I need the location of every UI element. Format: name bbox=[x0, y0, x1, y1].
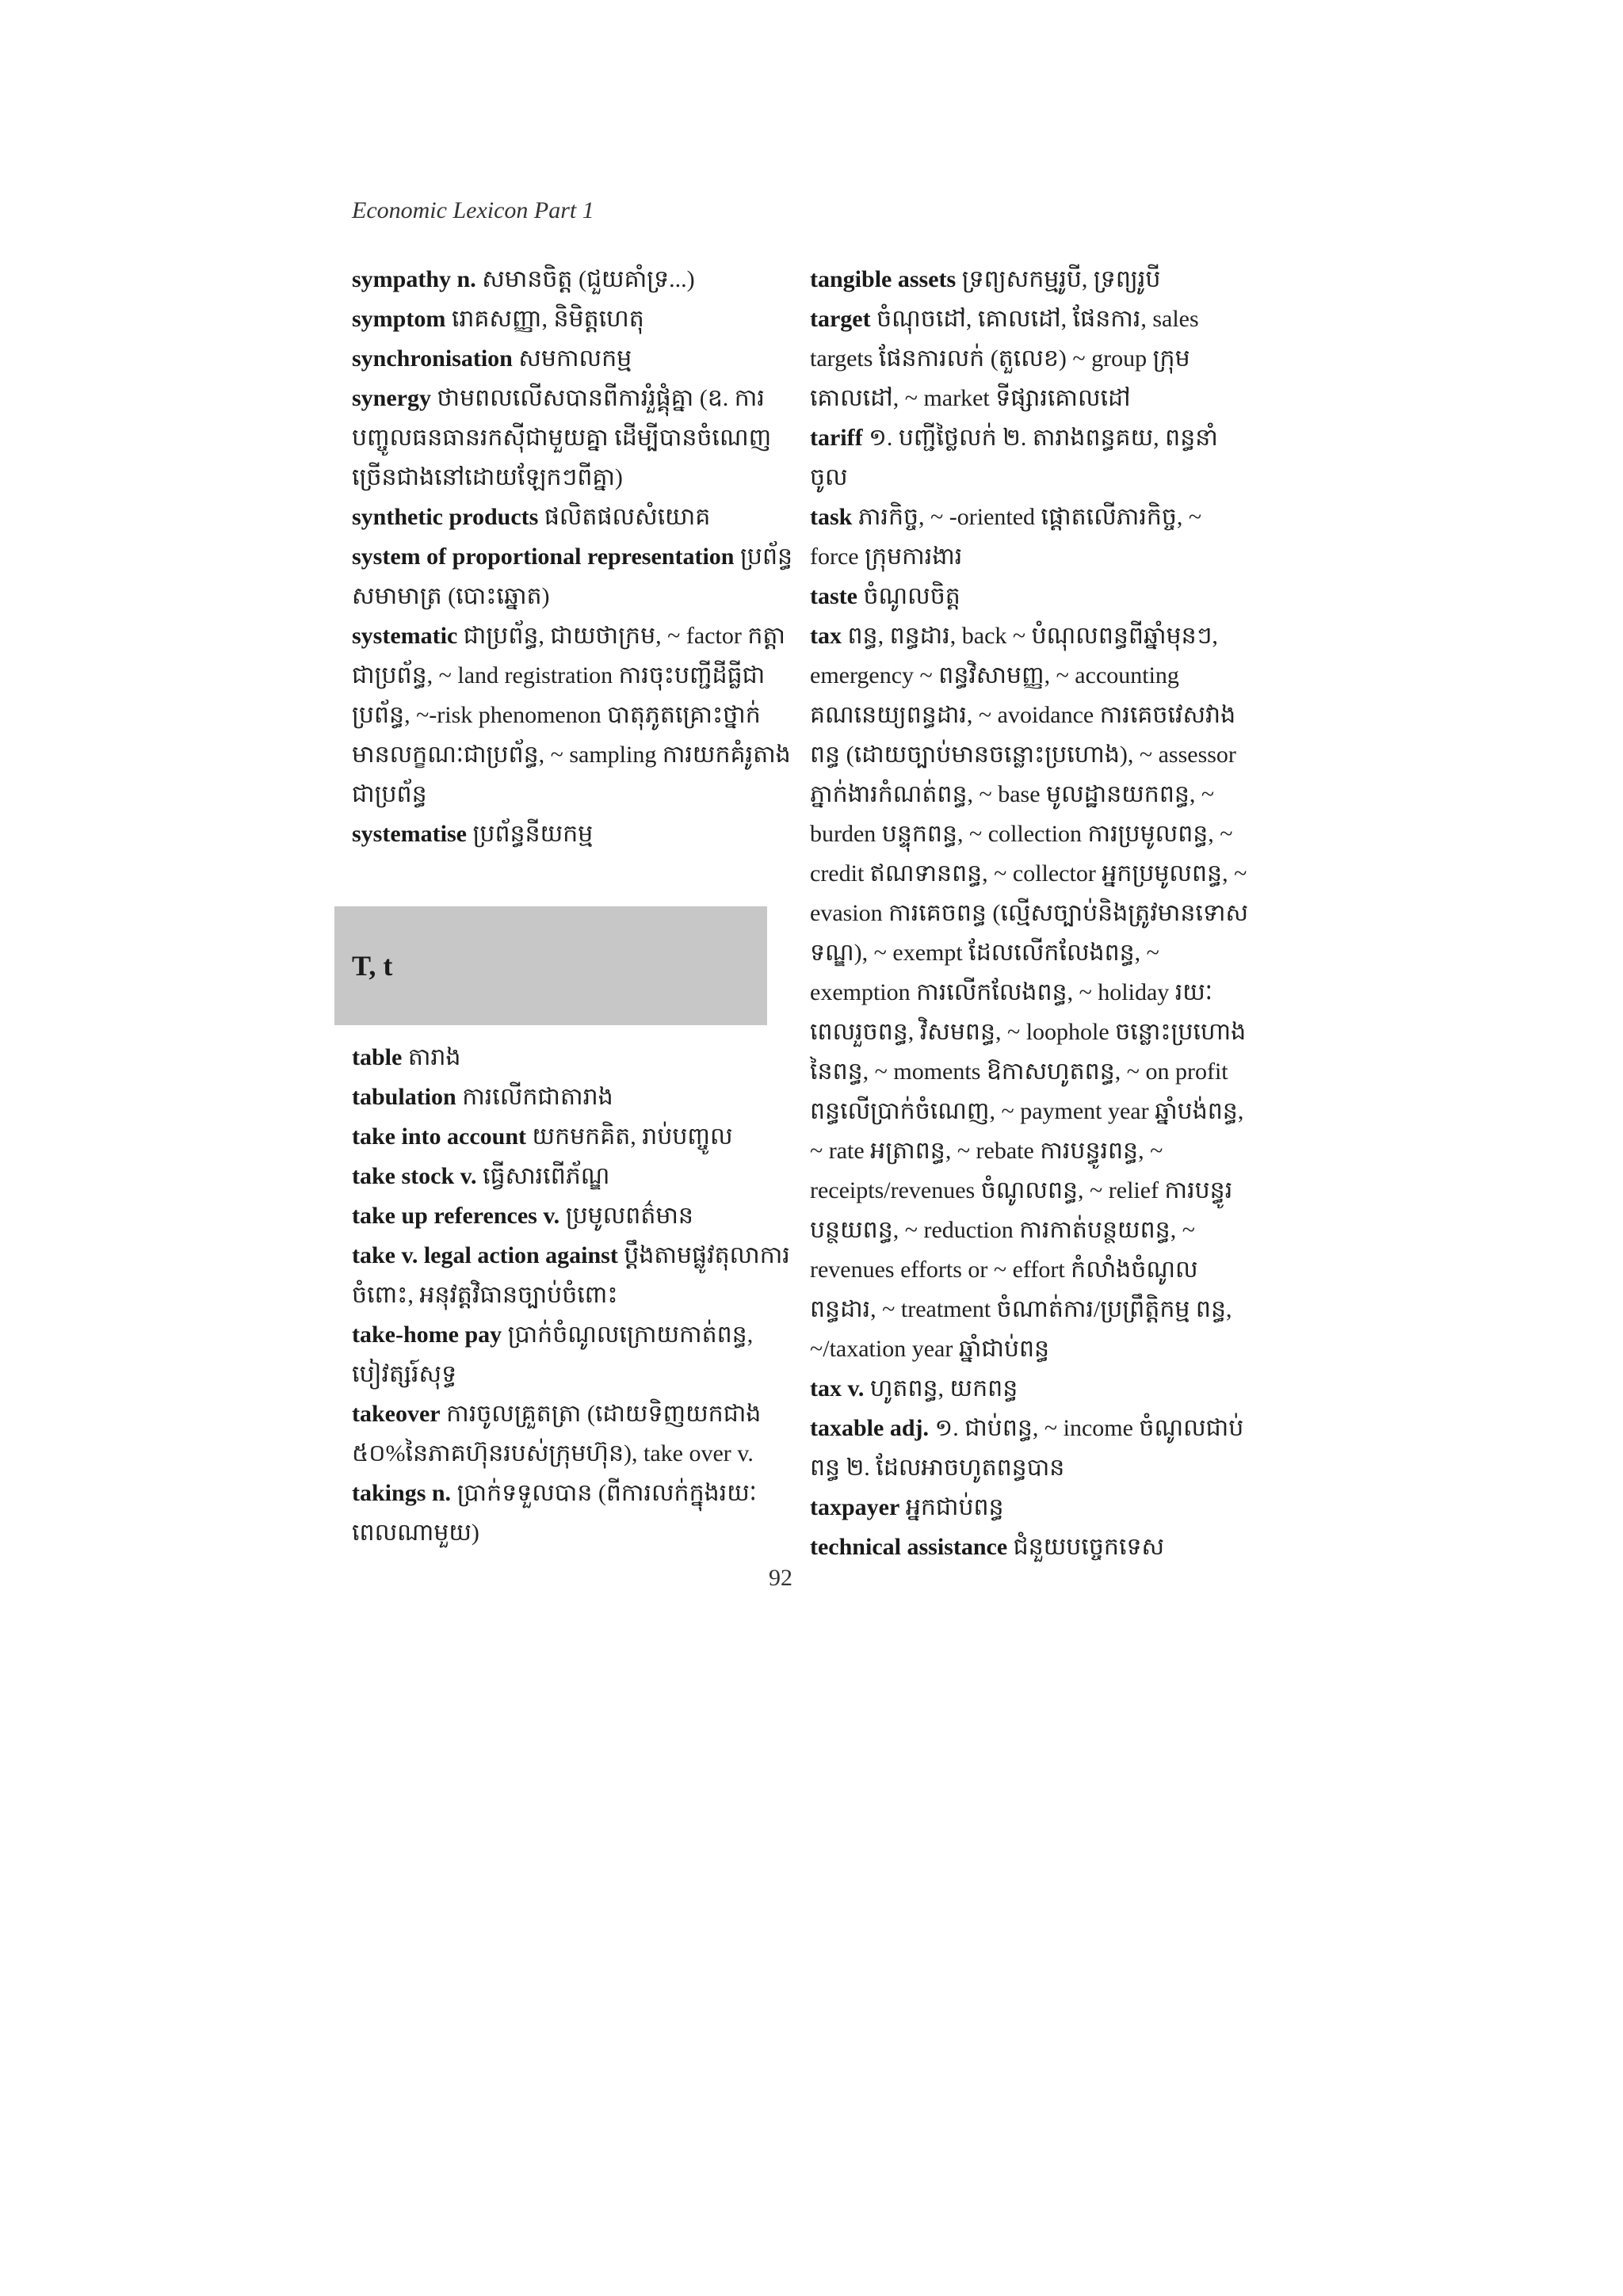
dictionary-entry bbox=[352, 498, 796, 537]
dictionary-entry bbox=[352, 339, 796, 379]
entry-definition: យកមកគិត, រាប់បញ្ចូល bbox=[526, 1123, 733, 1150]
entries-t-right bbox=[810, 260, 1254, 1567]
dictionary-entry bbox=[352, 1394, 796, 1474]
entry-term: takeover bbox=[352, 1401, 441, 1427]
dictionary-entry bbox=[352, 1236, 796, 1315]
dictionary-entry bbox=[810, 1369, 1254, 1409]
left-column bbox=[352, 260, 796, 1553]
entry-term: taste bbox=[810, 583, 857, 609]
dictionary-entry bbox=[352, 537, 796, 616]
dictionary-entry bbox=[352, 814, 796, 854]
entry-term: synergy bbox=[352, 385, 431, 411]
entry-definition: ប្តឹងតាមផ្លូវតុលាការចំពោះ, អនុវត្តវិធានច្បាប់ចំពោះ bbox=[352, 1242, 790, 1308]
entry-term: sympathy n. bbox=[352, 266, 476, 292]
dictionary-entry bbox=[352, 260, 796, 299]
entry-term: task bbox=[810, 504, 853, 530]
entry-term: synchronisation bbox=[352, 345, 513, 372]
entry-definition: ជាប្រព័ន្ធ, ជាយថាក្រម, ~ factor កត្តាជាប្រព័ន្ធ, ~ land registration ការចុះបញ្ជីដីធ្លីជាប្រព័ន្ធ, ~-risk phenomenon បាតុភូតគ្រោះថ្នាក់មានលក្ខណៈជាប្រព័ន្ធ, ~ sampling ការយកគំរូតាងជាប្រព័ន្ធ bbox=[352, 623, 791, 807]
entry-term: tax bbox=[810, 623, 842, 649]
dictionary-entry bbox=[810, 260, 1254, 299]
entry-definition: ជំនួយបច្ចេកទេស bbox=[1007, 1534, 1165, 1560]
entry-term: technical assistance bbox=[810, 1534, 1008, 1560]
entry-term: systematic bbox=[352, 623, 458, 649]
entry-definition: សមកាលកម្ម bbox=[512, 345, 632, 372]
entry-term: table bbox=[352, 1044, 403, 1070]
entries-s bbox=[352, 260, 796, 854]
entries-t-left bbox=[352, 1038, 796, 1553]
entry-term: synthetic products bbox=[352, 504, 539, 530]
section-title: T, t bbox=[352, 950, 393, 982]
dictionary-entry bbox=[810, 418, 1254, 498]
running-header: Economic Lexicon Part 1 bbox=[352, 197, 594, 223]
entry-definition: ពន្ធ, ពន្ធដារ, back ~ បំណុលពន្ធពីឆ្នាំមុនៗ, emergency ~ ពន្ធវិសាមញ្ញ, ~ accounting គណនេយ្យពន្ធដារ, ~ avoidance ការគេចវេសវាងពន្ធ (ដោយច្បាប់មានចន្លោះប្រហោង), ~ assessor ភ្នាក់ងារកំណត់ពន្ធ, ~ base មូលដ្ឋានយកពន្ធ, ~ burden បន្ទុកពន្ធ, ~ collection ការប្រមូលពន្ធ, ~ credit ឥណទានពន្ធ, ~ collector អ្នកប្រមូលពន្ធ, ~ evasion ការគេចពន្ធ (ល្មើសច្បាប់និងត្រូវមានទោសទណ្ឌ), ~ exempt ដែលលើកលែងពន្ធ, ~ exemption ការលើកលែងពន្ធ, ~ holiday រយៈពេលរួចពន្ធ, វិសមពន្ធ, ~ loophole ចន្លោះប្រហោងនៃពន្ធ, ~ moments ឱកាសហូតពន្ធ, ~ on profit ពន្ធលើប្រាក់ចំណេញ, ~ payment year ឆ្នាំបង់ពន្ធ, ~ rate អត្រាពន្ធ, ~ rebate ការបន្ធូរពន្ធ, ~ receipts/revenues ចំណូលពន្ធ, ~ relief ការបន្ធូរបន្ថយពន្ធ, ~ reduction ការកាត់បន្ថយពន្ធ, ~ revenues efforts or ~ effort កំលាំងចំណូលពន្ធដារ, ~ treatment ចំណាត់ការ/ប្រព្រឹត្តិកម្ម ពន្ធ, ~/taxation year ឆ្នាំជាប់ពន្ធ bbox=[810, 623, 1249, 1362]
entry-term: taxable adj. bbox=[810, 1415, 929, 1441]
entry-definition: តារាង bbox=[402, 1044, 461, 1070]
dictionary-entry bbox=[352, 1474, 796, 1553]
dictionary-entry bbox=[810, 1488, 1254, 1527]
entry-term: take stock v. bbox=[352, 1163, 477, 1189]
entry-term: take into account bbox=[352, 1123, 526, 1150]
entry-definition: ការចូលគ្រួតត្រា (ដោយទិញយកជាង ៥០%នៃភាគហ៊ុនរបស់ក្រុមហ៊ុន), take over v. bbox=[352, 1401, 762, 1466]
entry-definition: ប្រព័ន្ធនីយកម្ម bbox=[466, 821, 594, 847]
dictionary-entry bbox=[810, 577, 1254, 616]
dictionary-entry bbox=[352, 1157, 796, 1196]
page-number: 92 bbox=[769, 1565, 792, 1591]
entry-term: target bbox=[810, 306, 871, 332]
dictionary-entry bbox=[810, 299, 1254, 418]
entry-term: symptom bbox=[352, 306, 446, 332]
entry-definition: ចំណុចដៅ, គោលដៅ, ផែនការ, sales targets ផែនការលក់ (តួលេខ) ~ group ក្រុមគោលដៅ, ~ market ទីផ្សារគោលដៅ bbox=[810, 306, 1199, 411]
section-heading-band bbox=[334, 906, 767, 1025]
section-gap bbox=[352, 854, 796, 906]
entry-term: systematise bbox=[352, 821, 467, 847]
entry-definition: អ្នកជាប់ពន្ធ bbox=[899, 1494, 1004, 1520]
entry-definition: រោគសញ្ញា, និមិត្តហេតុ bbox=[445, 306, 644, 332]
entry-definition: ថាមពលលើសបានពីការរួំផ្គុំគ្នា (ឧ. ការបញ្ចូលធនធានរកស៊ីជាមួយគ្នា ដើម្បីបានចំណេញច្រើនជាងនៅដោយឡែកៗពីគ្នា) bbox=[352, 385, 772, 490]
dictionary-entry bbox=[810, 1527, 1254, 1567]
entry-definition: ប្រាក់ទទួលបាន (ពីការលក់ក្នុងរយៈពេលណាមួយ) bbox=[352, 1480, 757, 1546]
entry-definition: ប្រាក់ចំណូលក្រោយកាត់ពន្ធ, បៀវត្សរ៍សុទ្ធ bbox=[352, 1322, 754, 1387]
entry-term: take up references v. bbox=[352, 1203, 560, 1229]
dictionary-entry bbox=[810, 616, 1254, 1369]
entry-definition: ប្រព័ន្ធសមាមាត្រ (បោះឆ្នោត) bbox=[352, 543, 793, 609]
entry-term: taxpayer bbox=[810, 1494, 900, 1520]
entry-definition: ១. បញ្ជីថ្លៃលក់ ២. តារាងពន្ធគយ, ពន្ធនាំចូល bbox=[810, 425, 1218, 490]
entry-term: tabulation bbox=[352, 1084, 456, 1110]
right-column bbox=[810, 260, 1254, 1567]
entry-definition: សមានចិត្ត (ជួយគាំទ្រ...) bbox=[475, 266, 695, 292]
entry-term: take v. legal action against bbox=[352, 1242, 618, 1268]
entry-term: tangible assets bbox=[810, 266, 957, 292]
entry-term: tax v. bbox=[810, 1375, 865, 1402]
dictionary-entry bbox=[352, 1117, 796, 1157]
dictionary-entry bbox=[810, 1409, 1254, 1488]
entry-definition: ផលិតផលសំយោគ bbox=[538, 504, 711, 530]
entry-definition: ភារកិច្ច, ~ -oriented ផ្តោតលើភារកិច្ច, ~ force ក្រុមការងារ bbox=[810, 504, 1202, 570]
entry-term: takings n. bbox=[352, 1480, 452, 1506]
entry-definition: ធ្វើសារពើភ័ណ្ឌ bbox=[476, 1163, 610, 1189]
dictionary-entry bbox=[352, 616, 796, 814]
entry-definition: ការលើកជាតារាង bbox=[456, 1084, 613, 1110]
entry-term: take-home pay bbox=[352, 1322, 502, 1348]
dictionary-entry bbox=[352, 1038, 796, 1077]
dictionary-entry bbox=[352, 1196, 796, 1236]
entry-definition: ហូតពន្ធ, យកពន្ធ bbox=[864, 1375, 1018, 1402]
entry-definition: ប្រមូលពត៌មាន bbox=[559, 1203, 693, 1229]
entry-definition: ១. ជាប់ពន្ធ, ~ income ចំណូលជាប់ពន្ធ ២. ដែលអាចហូតពន្ធបាន bbox=[810, 1415, 1244, 1481]
entry-term: system of proportional representation bbox=[352, 543, 735, 570]
dictionary-entry bbox=[352, 299, 796, 339]
entry-term: tariff bbox=[810, 425, 863, 451]
dictionary-entry bbox=[352, 1315, 796, 1394]
dictionary-entry bbox=[352, 379, 796, 498]
entry-definition: ចំណូលចិត្ត bbox=[857, 583, 960, 609]
dictionary-entry bbox=[810, 498, 1254, 577]
dictionary-entry bbox=[352, 1077, 796, 1117]
entry-definition: ទ្រព្យសកម្មរូបី, ទ្រព្យរូបី bbox=[956, 266, 1161, 292]
